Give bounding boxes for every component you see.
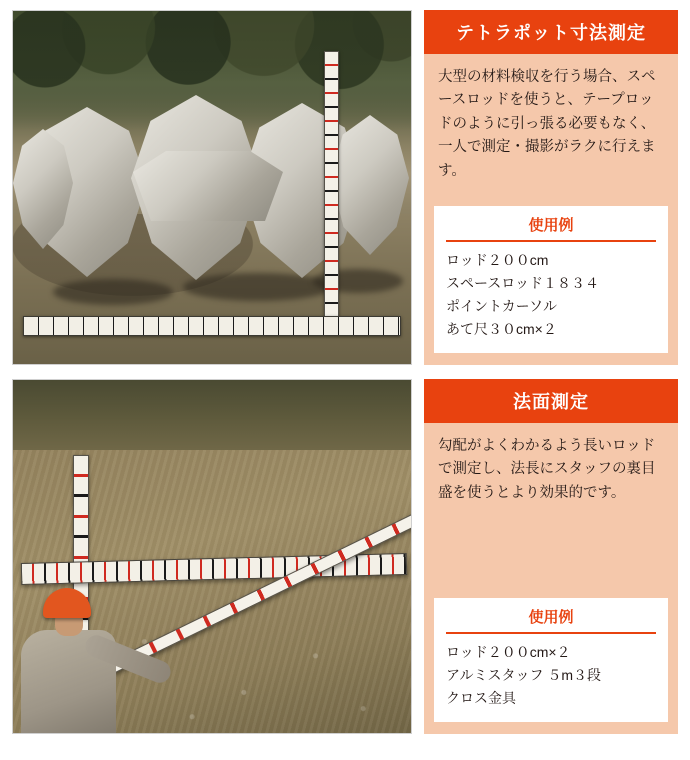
panel-spacer (424, 189, 678, 199)
list-item: ポイントカーソル (446, 297, 558, 314)
panel-description: 勾配がよくわかるよう長いロッドで測定し、法長にスタッフの裏目盛を使うとより効果的です。 (438, 438, 656, 501)
list-item: ロッド２００cm (446, 251, 549, 268)
usage-title: 使用例 (446, 214, 656, 242)
section-tetrapod (12, 10, 678, 365)
panel-description: 大型の材料検収を行う場合、スペースロッドを使うと、テープロッドのように引っ張る必要もなく、一人で測定・撮影がラクに行えます。 (438, 69, 656, 179)
list-item: あて尺３０cm×２ (446, 320, 557, 337)
tetrapod-photo (12, 10, 412, 365)
section-slope (12, 379, 678, 734)
usage-box (434, 206, 668, 353)
panel-heading: テトラポット寸法測定 (424, 10, 678, 54)
block-shadow (183, 273, 333, 301)
list-item: アルミスタッフ ５m３段 (446, 666, 601, 683)
vertical-measuring-rod (324, 51, 339, 323)
usage-title: 使用例 (446, 606, 656, 634)
panel-heading: 法面測定 (424, 379, 678, 423)
list-item: ロッド２００cm×２ (446, 643, 571, 660)
panel-spacer (424, 507, 678, 591)
tetrapod-block-center (133, 151, 283, 221)
block-shadow (53, 279, 173, 305)
info-panel-tetrapod (424, 10, 678, 365)
usage-list (446, 249, 656, 341)
horizontal-measuring-scale (23, 316, 401, 336)
info-panel-slope (424, 379, 678, 734)
usage-box (434, 598, 668, 722)
list-item: クロス金具 (446, 689, 516, 706)
slope-photo (12, 379, 412, 734)
usage-list (446, 641, 656, 710)
list-item: スペースロッド１８３４ (446, 274, 600, 291)
